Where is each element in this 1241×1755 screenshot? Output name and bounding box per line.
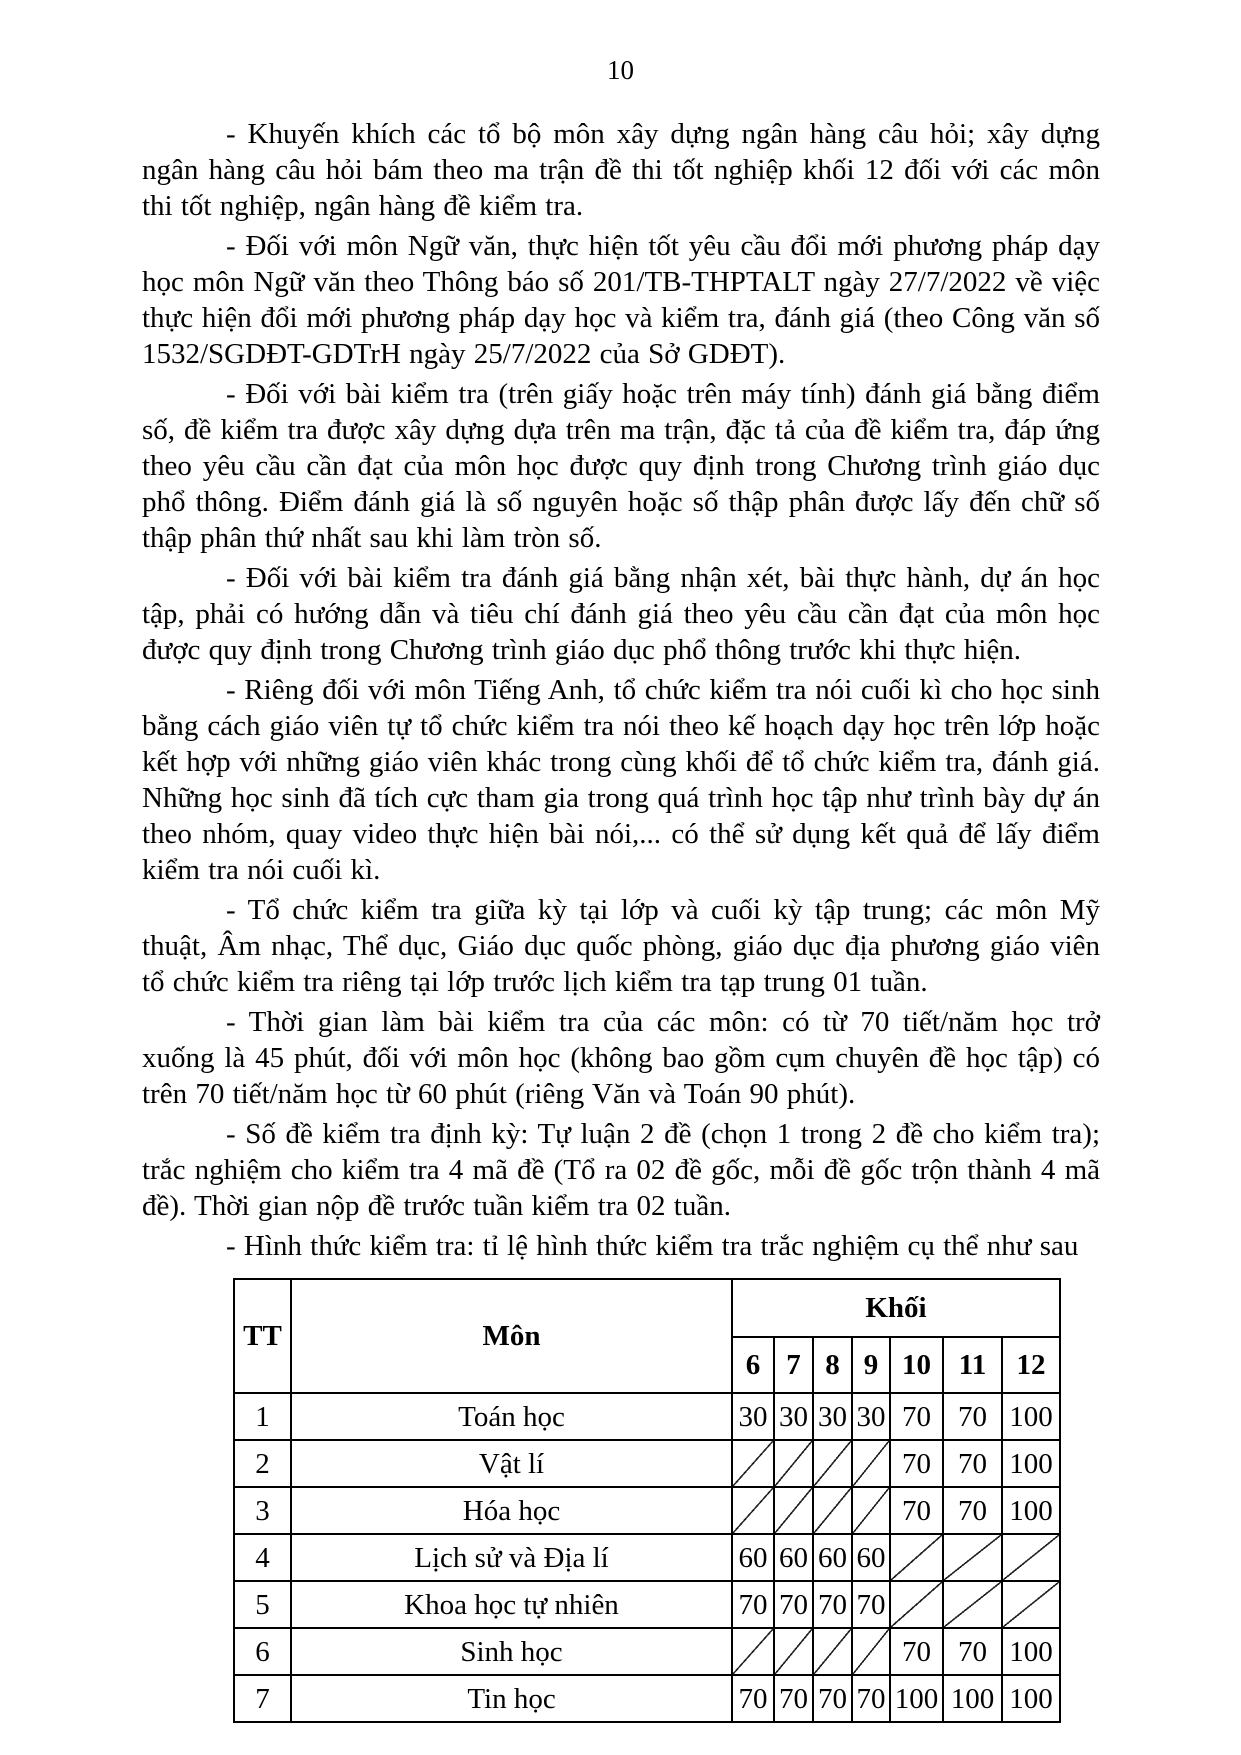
value-cell: 30 <box>732 1393 774 1440</box>
paragraph-midterm: - Tổ chức kiểm tra giữa kỳ tại lớp và cuối kỳ tập trung; các môn Mỹ thuật, Âm nhạc, Thể dục, Giáo dục quốc phòng, giáo dục địa phương giáo viên tổ chức kiểm tra riêng tại lớp trước lịch kiểm tra tạp trung 01 tuần. <box>142 894 1100 998</box>
value-cell: 70 <box>774 1581 813 1628</box>
empty-diagonal-cell <box>774 1487 813 1534</box>
value-cell: 70 <box>852 1581 890 1628</box>
column-header-mon: Môn <box>291 1279 732 1393</box>
empty-diagonal-cell <box>732 1487 774 1534</box>
paragraph-question-bank: - Khuyến khích các tổ bộ môn xây dựng ngân hàng câu hỏi; xây dựng ngân hàng câu hỏi bám theo ma trận đề thi tốt nghiệp khối 12 đối với các môn thi tốt nghiệp, ngân hàng đề kiểm tra. <box>142 118 1100 222</box>
paragraph-comment-tests: - Đối với bài kiểm tra đánh giá bằng nhận xét, bài thực hành, dự án học tập, phải có hướng dẫn và tiêu chí đánh giá theo yêu cầu cần đạt của môn học được quy định trong Chương trình giáo dục phổ thông trước khi thực hiện. <box>142 562 1100 666</box>
paragraph-english: - Riêng đối với môn Tiếng Anh, tổ chức kiểm tra nói cuối kì cho học sinh bằng cách giáo viên tự tổ chức kiểm tra nói theo kế hoạch dạy học trên lớp hoặc kết hợp với những giáo viên khác trong cùng khối để tổ chức kiểm tra, đánh giá. Những học sinh đã tích cực tham gia trong quá trình học tập như trình bày dự án theo nhóm, quay video thực hiện bài nói,... có thể sử dụng kết quả để lấy điểm kiểm tra nói cuối kì. <box>142 674 1100 886</box>
empty-diagonal-cell <box>813 1440 852 1487</box>
value-cell: 60 <box>774 1534 813 1581</box>
value-cell: 60 <box>732 1534 774 1581</box>
value-cell: 30 <box>852 1393 890 1440</box>
document-body <box>142 116 1100 1723</box>
value-cell: 70 <box>890 1487 943 1534</box>
value-cell: 30 <box>813 1393 852 1440</box>
value-cell: 100 <box>1002 1675 1060 1722</box>
paragraph-table-intro: - Hình thức kiểm tra: tỉ lệ hình thức kiểm tra trắc nghiệm cụ thể như sau <box>226 1230 1079 1262</box>
value-cell: 70 <box>890 1440 943 1487</box>
table-header <box>234 1279 1060 1393</box>
exam-format-table <box>233 1278 1061 1723</box>
table-row <box>234 1393 1060 1440</box>
empty-diagonal-cell <box>732 1440 774 1487</box>
empty-diagonal-cell <box>852 1487 890 1534</box>
table-row <box>234 1534 1060 1581</box>
empty-diagonal-cell <box>813 1628 852 1675</box>
value-cell: 70 <box>943 1487 1002 1534</box>
subject-name-cell: Vật lí <box>291 1440 732 1487</box>
empty-diagonal-cell <box>774 1628 813 1675</box>
subject-name-cell: Toán học <box>291 1393 732 1440</box>
empty-diagonal-cell <box>943 1581 1002 1628</box>
value-cell: 70 <box>943 1628 1002 1675</box>
column-header-tt: TT <box>234 1279 291 1393</box>
row-index-cell: 1 <box>234 1393 291 1440</box>
value-cell: 70 <box>943 1393 1002 1440</box>
value-cell: 70 <box>943 1440 1002 1487</box>
empty-diagonal-cell <box>732 1628 774 1675</box>
value-cell: 100 <box>1002 1393 1060 1440</box>
subject-name-cell: Lịch sử và Địa lí <box>291 1534 732 1581</box>
subject-name-cell: Tin học <box>291 1675 732 1722</box>
table-row <box>234 1581 1060 1628</box>
paragraph-score-tests: - Đối với bài kiểm tra (trên giấy hoặc trên máy tính) đánh giá bằng điểm số, đề kiểm tra được xây dựng dựa trên ma trận, đặc tả của đề kiểm tra, đáp ứng theo yêu cầu cần đạt của môn học được quy định trong Chương trình giáo dục phổ thông. Điểm đánh giá là số nguyên hoặc số thập phân được lấy đến chữ số thập phân thứ nhất sau khi làm tròn số. <box>142 378 1100 554</box>
empty-diagonal-cell <box>1002 1534 1060 1581</box>
value-cell: 70 <box>774 1675 813 1722</box>
value-cell: 100 <box>1002 1440 1060 1487</box>
grade-header-11: 11 <box>943 1337 1002 1393</box>
row-index-cell: 4 <box>234 1534 291 1581</box>
empty-diagonal-cell <box>890 1534 943 1581</box>
table-row <box>234 1487 1060 1534</box>
value-cell: 100 <box>943 1675 1002 1722</box>
row-index-cell: 5 <box>234 1581 291 1628</box>
row-index-cell: 7 <box>234 1675 291 1722</box>
paragraph-test-duration: - Thời gian làm bài kiểm tra của các môn: có từ 70 tiết/năm học trở xuống là 45 phút, đối với môn học (không bao gồm cụm chuyên đề học tập) có trên 70 tiết/năm học từ 60 phút (riêng Văn và Toán 90 phút). <box>142 1006 1100 1110</box>
page-number: 10 <box>607 55 634 85</box>
value-cell: 100 <box>1002 1628 1060 1675</box>
grade-header-9: 9 <box>852 1337 890 1393</box>
subject-name-cell: Hóa học <box>291 1487 732 1534</box>
row-index-cell: 2 <box>234 1440 291 1487</box>
value-cell: 70 <box>732 1581 774 1628</box>
value-cell: 70 <box>813 1581 852 1628</box>
row-index-cell: 6 <box>234 1628 291 1675</box>
empty-diagonal-cell <box>852 1628 890 1675</box>
empty-diagonal-cell <box>943 1534 1002 1581</box>
empty-diagonal-cell <box>852 1440 890 1487</box>
table-header-row-1 <box>234 1279 1060 1337</box>
value-cell: 60 <box>813 1534 852 1581</box>
value-cell: 60 <box>852 1534 890 1581</box>
value-cell: 70 <box>852 1675 890 1722</box>
empty-diagonal-cell <box>813 1487 852 1534</box>
grade-header-6: 6 <box>732 1337 774 1393</box>
column-header-khoi: Khối <box>732 1279 1060 1337</box>
value-cell: 100 <box>890 1675 943 1722</box>
row-index-cell: 3 <box>234 1487 291 1534</box>
table-row <box>234 1440 1060 1487</box>
paragraph-test-count: - Số đề kiểm tra định kỳ: Tự luận 2 đề (chọn 1 trong 2 đề cho kiểm tra); trắc nghiệm cho kiểm tra 4 mã đề (Tổ ra 02 đề gốc, mỗi đề gốc trộn thành 4 mã đề). Thời gian nộp đề trước tuần kiểm tra 02 tuần. <box>142 1118 1100 1222</box>
value-cell: 70 <box>732 1675 774 1722</box>
empty-diagonal-cell <box>890 1581 943 1628</box>
empty-diagonal-cell <box>774 1440 813 1487</box>
value-cell: 30 <box>774 1393 813 1440</box>
value-cell: 70 <box>813 1675 852 1722</box>
subject-name-cell: Sinh học <box>291 1628 732 1675</box>
grade-header-8: 8 <box>813 1337 852 1393</box>
grade-header-7: 7 <box>774 1337 813 1393</box>
grade-header-12: 12 <box>1002 1337 1060 1393</box>
empty-diagonal-cell <box>1002 1581 1060 1628</box>
value-cell: 70 <box>890 1628 943 1675</box>
subject-name-cell: Khoa học tự nhiên <box>291 1581 732 1628</box>
grade-header-10: 10 <box>890 1337 943 1393</box>
paragraph-ngu-van: - Đối với môn Ngữ văn, thực hiện tốt yêu cầu đổi mới phương pháp dạy học môn Ngữ văn theo Thông báo số 201/TB-THPTALT ngày 27/7/2022 về việc thực hiện đổi mới phương pháp dạy học và kiểm tra, đánh giá (theo Công văn số 1532/SGDĐT-GDTrH ngày 25/7/2022 của Sở GDĐT). <box>142 230 1100 370</box>
table-row <box>234 1628 1060 1675</box>
table-row <box>234 1675 1060 1722</box>
value-cell: 70 <box>890 1393 943 1440</box>
value-cell: 100 <box>1002 1487 1060 1534</box>
subject-table-body <box>234 1393 1060 1722</box>
